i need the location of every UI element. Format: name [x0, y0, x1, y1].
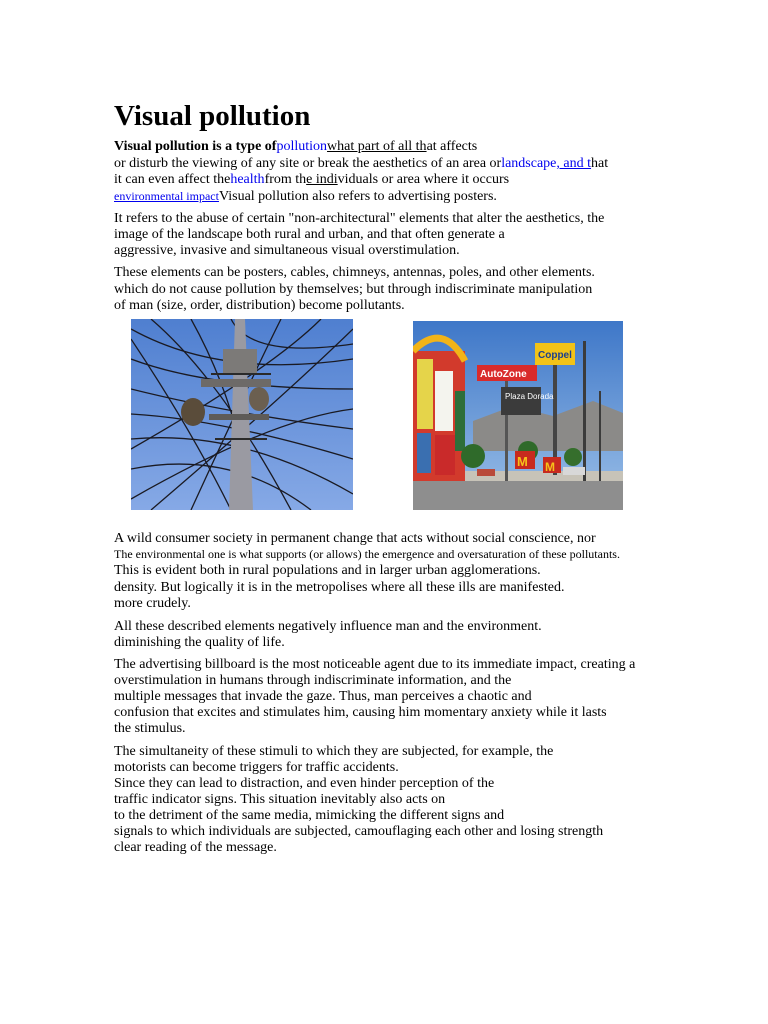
p1-text-6: viduals or area where it occurs: [337, 172, 510, 187]
p2-line-1: It refers to the abuse of certain "non-architectural" elements that alter the aesthetics, the: [114, 211, 605, 226]
power-pole-photo: [131, 319, 353, 510]
p7-line-4: traffic indicator signs. This situation inevitably also acts on: [114, 792, 446, 807]
p1-text-3: hat: [591, 156, 609, 171]
p4-line-2: The environmental one is what supports (or allows) the emergence and oversaturation of these pollutants.: [114, 547, 620, 561]
link-landscape[interactable]: landscape: [501, 156, 557, 171]
p1-line-2: [114, 155, 608, 172]
billboard-street-photo: [413, 321, 623, 510]
p6-line-2: overstimulation in humans through indiscriminate information, and the: [114, 673, 512, 688]
p1-text-7: Visual pollution also refers to advertising posters.: [218, 189, 497, 204]
link-health[interactable]: health: [230, 172, 265, 187]
p1-text-1: at affects: [426, 139, 478, 154]
p6-line-1: The advertising billboard is the most noticeable agent due to its immediate impact, creating a: [114, 657, 636, 672]
p7-line-3: Since they can lead to distraction, and even hinder perception of the: [114, 776, 495, 791]
sign-autozone: AutoZone: [480, 369, 527, 380]
power-pole-illustration: [131, 319, 353, 510]
p7-line-2: motorists can become triggers for traffic accidents.: [114, 760, 399, 775]
p4-line-3: This is evident both in rural populations and in larger urban agglomerations.: [114, 563, 541, 578]
p5-line-2: diminishing the quality of life.: [114, 635, 285, 650]
billboard-street-illustration: [413, 321, 623, 510]
p3-line-3: of man (size, order, distribution) become pollutants.: [114, 298, 405, 313]
p1-bold-lead: Visual pollution is a type of: [114, 139, 277, 154]
p6-line-4: confusion that excites and stimulates him, causing him momentary anxiety while it lasts: [114, 705, 607, 720]
p3-line-1: These elements can be posters, cables, chimneys, antennas, poles, and other elements.: [114, 265, 595, 280]
p1-text-4: it can even affect the: [114, 172, 231, 187]
p7-line-7: clear reading of the message.: [114, 840, 277, 855]
p2-line-3: aggressive, invasive and simultaneous visual overstimulation.: [114, 243, 460, 258]
p7-line-5: to the detriment of the same media, mimicking the different signs and: [114, 808, 505, 823]
p4-line-1: A wild consumer society in permanent change that acts without social conscience, nor: [114, 531, 596, 546]
link-environmental-impact[interactable]: environmental impact: [114, 189, 219, 203]
p1-text-2: or disturb the viewing of any site or break the aesthetics of an area or: [114, 156, 502, 171]
p4-line-5: more crudely.: [114, 596, 191, 611]
p1-line-3: [114, 171, 509, 188]
svg-text:M: M: [545, 460, 555, 474]
p1-line-1: [114, 138, 477, 155]
link-pollution[interactable]: pollution: [276, 139, 328, 154]
p1-text-5: from th: [264, 172, 307, 187]
page-title: Visual pollution: [114, 100, 311, 132]
p5-line-1: All these described elements negatively influence man and the environment.: [114, 619, 542, 634]
p7-line-1: The simultaneity of these stimuli to which they are subjected, for example, the: [114, 744, 554, 759]
p6-line-5: the stimulus.: [114, 721, 186, 736]
p1-underlined-1: what part of all th: [327, 139, 427, 154]
sign-plaza: Plaza Dorada: [505, 392, 554, 401]
svg-text:M: M: [517, 454, 528, 469]
p6-line-3: multiple messages that invade the gaze. Thus, man perceives a chaotic and: [114, 689, 532, 704]
p7-line-6: signals to which individuals are subjected, camouflaging each other and losing strength: [114, 824, 604, 839]
sign-coppel: Coppel: [538, 350, 572, 361]
p1-underlined-3: e indi: [306, 172, 338, 187]
p1-line-4: [114, 188, 497, 205]
p4-line-4: density. But logically it is in the metropolises where all these ills are manifested.: [114, 580, 565, 595]
p3-line-2: which do not cause pollution by themselves; but through indiscriminate manipulation: [114, 282, 593, 297]
p2-line-2: image of the landscape both rural and urban, and that often generate a: [114, 227, 505, 242]
p1-underlined-2[interactable]: , and t: [556, 156, 592, 171]
